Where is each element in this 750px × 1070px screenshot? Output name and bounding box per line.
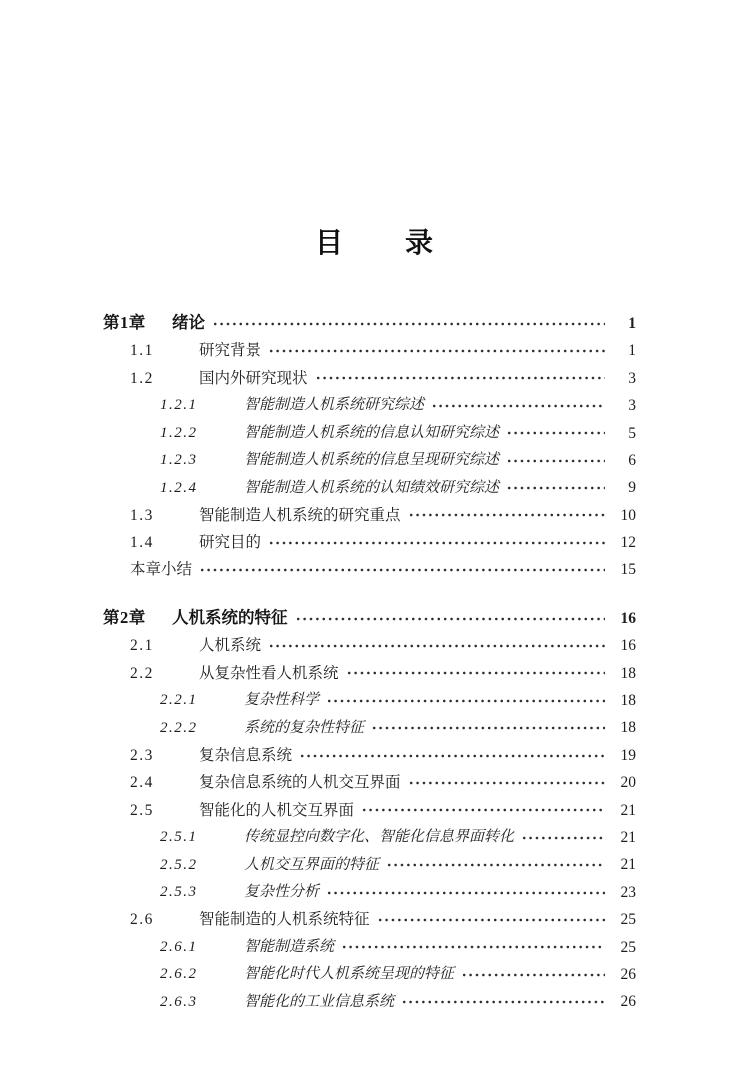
dot-leader [371,726,605,730]
dot-leader [326,891,605,895]
dot-leader [199,568,605,572]
toc-entry-number: 1.2.4 [160,479,198,496]
toc-entry-number: 1.2.1 [160,397,198,414]
toc-entry-title: 智能制造人机系统的认知绩效研究综述 [244,479,500,496]
dot-leader [268,644,605,648]
toc-entry-number: 1.2.3 [160,452,198,469]
toc-entry-page: 15 [620,561,636,579]
toc-entry [103,365,636,392]
toc-entry-page: 6 [628,451,636,469]
toc-entry [103,906,636,933]
dot-leader [212,322,605,326]
toc-entry-number: 2.6 [130,911,154,929]
toc-entry [103,879,636,906]
toc-entry [103,337,636,364]
dot-leader [408,781,605,785]
toc-entry-page: 1 [628,314,636,332]
toc-entry [103,797,636,824]
dot-leader [506,431,605,435]
dot-leader [408,513,605,517]
dot-leader [268,541,605,545]
toc-entry-number: 2.5.2 [160,856,198,873]
page-title: 目 录 [314,228,435,259]
toc-entry-title: 智能化时代人机系统呈现的特征 [244,966,455,983]
toc-entry [103,687,636,714]
toc-entry-page: 23 [620,883,636,901]
toc-entry-number: 1.4 [130,534,154,552]
toc-entry-number: 2.2 [130,664,154,682]
toc-entry-number: 2.6.1 [160,938,198,955]
toc-entry-title: 复杂性科学 [244,692,320,709]
toc-entry-title: 人机系统的特征 [172,608,288,628]
toc-entry [103,660,636,687]
dot-leader [326,699,605,703]
toc-entry-title: 复杂信息系统的人机交互界面 [199,774,401,792]
toc-entry-page: 16 [620,637,636,655]
toc-entry-number: 2.6.2 [160,966,198,983]
toc-entry-title: 传统显控向数字化、智能化信息界面转化 [244,829,515,846]
toc-entry-title: 国内外研究现状 [199,369,308,387]
dot-leader [521,836,605,840]
toc-entry-page: 9 [628,479,636,497]
dot-leader [401,1000,605,1004]
toc-entry [103,934,636,961]
toc-entry [103,502,636,529]
toc-entry-number: 2.2.1 [160,692,198,709]
toc-entry-page: 26 [620,993,636,1011]
toc-entry [103,824,636,851]
toc-entry-page: 18 [620,664,636,682]
toc-entry-title: 智能制造人机系统的信息认知研究综述 [244,424,500,441]
toc-entry-page: 19 [620,746,636,764]
toc-entry-page: 25 [620,938,636,956]
toc-entry-title: 智能制造人机系统的研究重点 [199,506,401,524]
dot-leader [461,973,605,977]
toc-entry [103,742,636,769]
toc-entry-title: 人机交互界面的特征 [244,856,380,873]
toc-entry-title: 复杂性分析 [244,884,320,900]
toc-entry [103,392,636,419]
toc-entry-page: 26 [620,965,636,983]
toc-entry-number: 第1章 [103,313,146,333]
toc-entry-page: 1 [628,342,636,360]
toc-entry-number: 1.2 [130,369,154,387]
toc-entry-title: 本章小结 [130,561,193,579]
dot-leader [361,808,605,812]
toc-entry-number: 第2章 [103,608,146,628]
toc-entry [103,557,636,584]
toc-entry-title: 绪论 [172,313,205,333]
toc-entry-page: 21 [620,856,636,874]
toc-entry-number: 2.5.3 [160,884,198,900]
toc-entry [103,420,636,447]
toc-entry-page: 3 [628,369,636,387]
toc-entry-page: 18 [620,692,636,710]
toc-entry-number: 2.5 [130,801,154,819]
dot-leader [346,671,605,675]
toc-entry [103,714,636,741]
toc-entry [103,851,636,878]
toc-entry-number: 2.6.3 [160,993,198,1010]
dot-leader [268,349,605,353]
dot-leader [506,486,605,490]
dot-leader [377,918,605,922]
toc-entry-title: 智能化的人机交互界面 [199,801,355,819]
dot-leader [506,459,605,463]
toc-entry [103,988,636,1015]
dot-leader [386,863,605,867]
toc-entry-number: 2.5.1 [160,829,198,846]
toc-entry-number: 2.2.2 [160,719,198,736]
toc-entry-page: 12 [620,534,636,552]
toc-entry-title: 智能制造的人机系统特征 [199,911,370,929]
toc-entry-title: 复杂信息系统 [199,746,293,764]
toc-entry-page: 16 [620,609,636,627]
toc-entry [103,632,636,659]
toc-entry-page: 20 [620,774,636,792]
toc-entry-title: 系统的复杂性特征 [244,719,365,736]
toc-entry [103,310,636,337]
toc-entry-page: 5 [628,424,636,442]
dot-leader [299,754,605,758]
toc-entry-page: 3 [628,397,636,415]
toc-entry-number: 2.3 [130,746,154,764]
toc-entry-number: 2.4 [130,774,154,792]
toc-entry-title: 智能制造人机系统研究综述 [244,397,425,414]
toc-entry [103,447,636,474]
toc-entry-page: 21 [620,801,636,819]
toc-entry-number: 1.3 [130,506,154,524]
toc-list [103,310,636,1016]
toc-entry-title: 从复杂性看人机系统 [199,664,339,682]
dot-leader [295,617,606,621]
toc-entry-page: 25 [620,911,636,929]
toc-entry-number: 1.1 [130,342,154,360]
toc-entry [103,605,636,632]
toc-entry-number: 2.1 [130,637,154,655]
dot-leader [341,945,605,949]
toc-entry-title: 研究背景 [199,342,262,360]
toc-entry-title: 智能制造人机系统的信息呈现研究综述 [244,452,500,469]
toc-entry [103,961,636,988]
toc-entry [103,474,636,501]
toc-entry-title: 研究目的 [199,534,262,552]
dot-leader [431,404,605,408]
toc-entry-page: 21 [620,828,636,846]
toc-entry [103,769,636,796]
toc-entry [103,529,636,556]
toc-entry-title: 智能制造系统 [244,938,335,955]
toc-entry-title: 人机系统 [199,637,262,655]
toc-entry-title: 智能化的工业信息系统 [244,993,395,1010]
toc-entry-page: 10 [620,506,636,524]
toc-entry-page: 18 [620,719,636,737]
dot-leader [315,376,605,380]
toc-entry-number: 1.2.2 [160,424,198,441]
